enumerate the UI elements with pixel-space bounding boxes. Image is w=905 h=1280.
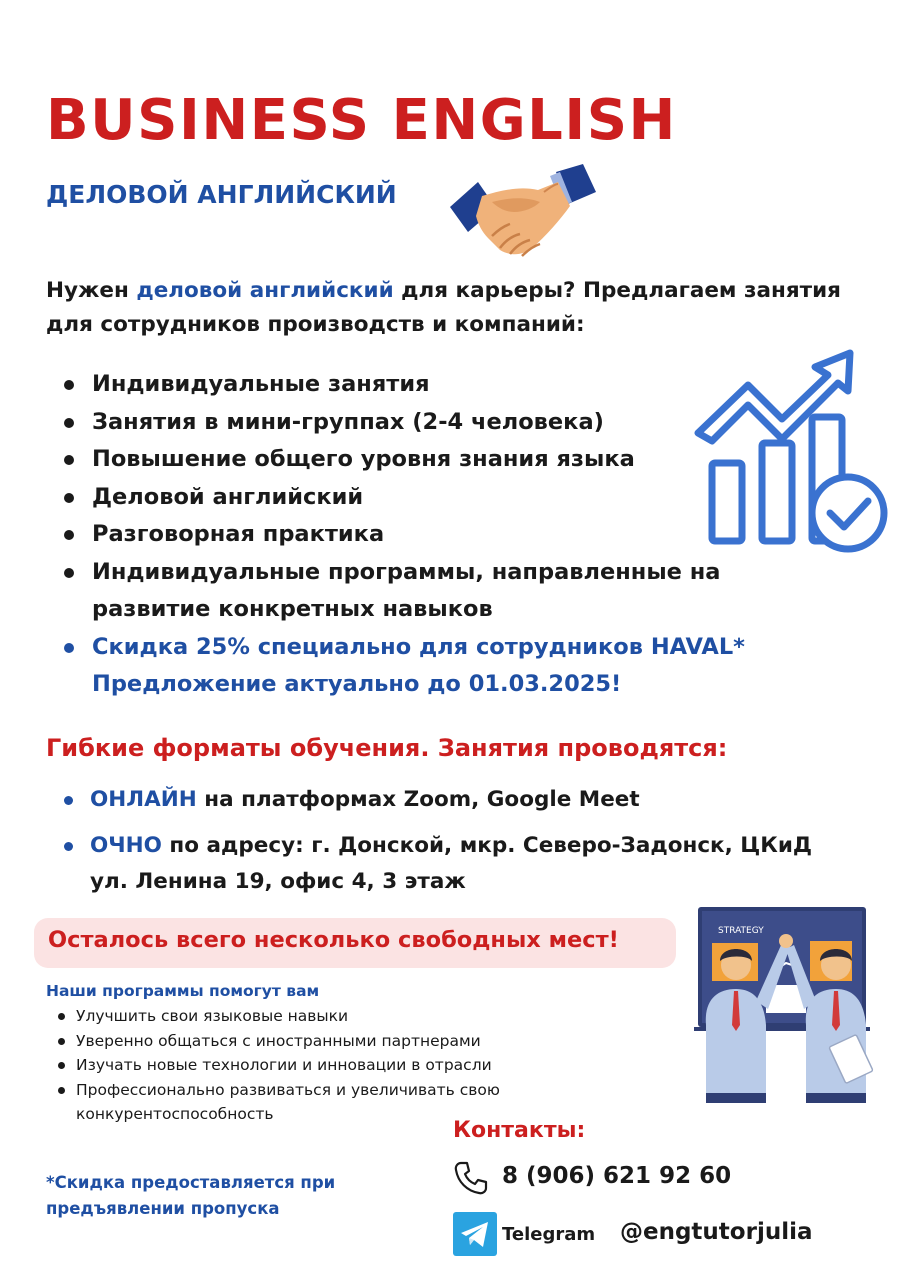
banner-text: Осталось всего несколько свободных мест! xyxy=(48,927,619,953)
online-label: ОНЛАЙН xyxy=(90,787,197,812)
list-item: Уверенно общаться с иностранными партнерами xyxy=(56,1029,616,1054)
intro-part2: для карьеры? Предлагаем занятия для сотрудников производств и компаний: xyxy=(46,278,841,337)
list-item: Индивидуальные программы, направленные на развитие конкретных навыков xyxy=(62,554,802,629)
format-offline xyxy=(62,828,842,900)
board-label: STRATEGY xyxy=(718,926,764,936)
offer-deadline: Предложение актуально до 01.03.2025! xyxy=(92,671,622,697)
list-item: Деловой английский xyxy=(62,479,802,517)
list-item: Индивидуальные занятия xyxy=(62,366,802,404)
telegram-handle[interactable]: @engtutorjulia xyxy=(620,1219,813,1245)
list-item: Разговорная практика xyxy=(62,516,802,554)
programs-list xyxy=(56,1004,616,1127)
offline-text: по адресу: г. Донской, мкр. Северо-Задонск, ЦКиД ул. Ленина 19, офис 4, 3 этаж xyxy=(90,833,813,894)
contacts-title: Контакты: xyxy=(453,1118,586,1143)
telegram-icon xyxy=(453,1212,497,1256)
intro-text xyxy=(46,274,886,342)
intro-part1: Нужен xyxy=(46,278,137,303)
phone-number[interactable]: 8 (906) 621 92 60 xyxy=(502,1163,732,1189)
online-text: на платформах Zoom, Google Meet xyxy=(196,787,640,812)
list-item: Занятия в мини-группах (2-4 человека) xyxy=(62,404,802,442)
phone-icon xyxy=(453,1160,489,1196)
strategy-illustration xyxy=(690,905,885,1105)
discount-footnote: *Скидка предоставляется при предъявлении пропуска xyxy=(46,1173,336,1218)
format-online xyxy=(62,782,842,818)
programs-title: Наши программы помогут вам xyxy=(46,982,320,1000)
growth-chart-icon xyxy=(690,345,890,555)
availability-banner xyxy=(34,918,676,968)
list-item: Улучшить свои языковые навыки xyxy=(56,1004,616,1029)
intro-highlight: деловой английский xyxy=(136,278,394,303)
list-item: Изучать новые технологии и инновации в отрасли xyxy=(56,1053,616,1078)
page-subtitle: ДЕЛОВОЙ АНГЛИЙСКИЙ xyxy=(46,180,397,209)
telegram-label: Telegram xyxy=(502,1224,596,1245)
handshake-icon xyxy=(448,162,598,262)
formats-title: Гибкие форматы обучения. Занятия проводятся: xyxy=(46,734,728,762)
page-title: BUSINESS ENGLISH xyxy=(46,88,677,153)
offer-item xyxy=(62,629,802,704)
list-item: Профессионально развиваться и увеличивать свою конкурентоспособность xyxy=(56,1078,616,1127)
list-item: Повышение общего уровня знания языка xyxy=(62,441,802,479)
offline-label: ОЧНО xyxy=(90,833,162,858)
formats-list xyxy=(62,782,842,910)
offer-discount: Скидка 25% специально для сотрудников HAVAL* xyxy=(92,633,745,660)
